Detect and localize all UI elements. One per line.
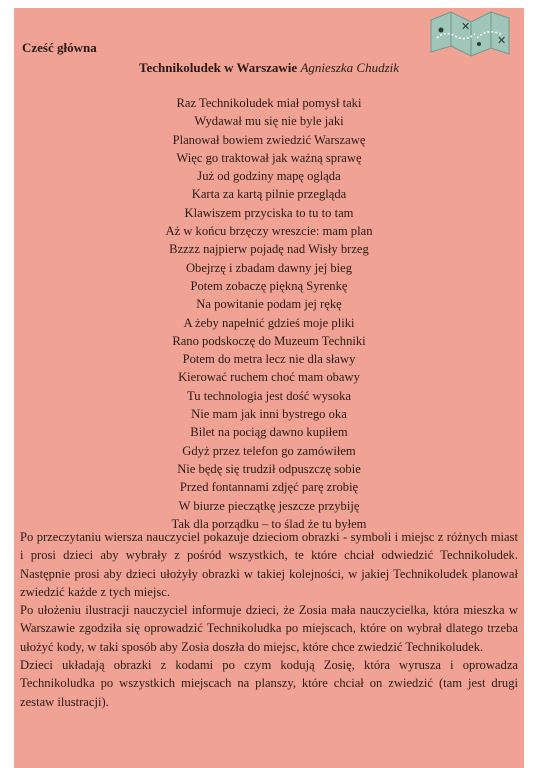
poem-line: Na powitanie podam jej rękę bbox=[196, 297, 342, 312]
poem-line: A żeby napełnić gdzieś moje pliki bbox=[183, 315, 355, 330]
poem-line: Bilet na pociąg dawno kupiłem bbox=[190, 425, 348, 440]
poem-heading bbox=[0, 60, 538, 76]
poem-line: Obejrzę i zbadam dawny jej bieg bbox=[185, 260, 353, 275]
folded-map-icon bbox=[427, 8, 511, 60]
poem-line: Nie mam jak inni bystrego oka bbox=[191, 407, 347, 422]
svg-text:✕: ✕ bbox=[497, 34, 507, 47]
svg-text:✕: ✕ bbox=[461, 20, 471, 33]
section-title: Cześć główna bbox=[22, 40, 97, 55]
poem-line: Aż w końcu brzęczy wreszcie: mam plan bbox=[165, 224, 373, 239]
poem-line: Potem zobaczę piękną Syrenkę bbox=[190, 278, 348, 293]
poem-line: Nie będę się trudził odpuszczę sobie bbox=[177, 461, 361, 476]
paragraph: Dzieci układają obrazki z kodami po czym kodują Zosię, która wyrusza i oprowadza Technikoludka po wszystkich miejscach na planszy, które chciał on zwiedzić (tam jest drugi zestaw ilustracji). bbox=[20, 658, 518, 709]
poem-line: Tu technologia jest dość wysoka bbox=[187, 388, 351, 403]
poem-line: Potem do metra lecz nie dla sławy bbox=[182, 352, 356, 367]
poem-line: Karta za kartą pilnie przegląda bbox=[191, 187, 347, 202]
poem-line: Bzzzz najpierw pojadę nad Wisły brzeg bbox=[169, 242, 369, 257]
paragraph: Po ułożeniu ilustracji nauczyciel informuje dzieci, że Zosia mała nauczycielka, która mieszka w Warszawie zgodziła się oprowadzić Technikoludka po miejscach, które on wybrał dlatego trzeba ułożyć kody, w taki sposób aby Zosia doszła do miejsc, które chce zwiedzić Technikoludek. bbox=[20, 603, 518, 654]
poem-line: Więc go traktował jak ważną sprawę bbox=[176, 150, 362, 165]
poem-title: Technikoludek w Warszawie bbox=[138, 60, 298, 75]
poem-line: Raz Technikoludek miał pomysł taki bbox=[176, 96, 362, 110]
poem-line: Kierować ruchem choć mam obawy bbox=[178, 370, 360, 385]
poem-line: Planował bowiem zwiedzić Warszawę bbox=[172, 132, 366, 147]
poem-line: W biurze pieczątkę jeszcze przybiję bbox=[178, 498, 360, 513]
paragraph: Po przeczytaniu wiersza nauczyciel pokazuje dzieciom obrazki - symboli i miejsc z różnych miast i prosi dzieci aby wybrały z pośród wszystkich, te które chciał odwiedzić Technikoludek. Następnie prosi aby dzieci ułożyły obrazki w takiej kolejności, w jakiej Technikoludek planował zwiedzić każde z tych miejsc. bbox=[20, 530, 518, 599]
poem bbox=[0, 94, 538, 533]
poem-line: Tak dla porządku – to ślad że tu byłem bbox=[171, 516, 367, 531]
poem-author: Agnieszka Chudzik bbox=[300, 60, 400, 75]
poem-line: Przed fontannami zdjęć parę zrobię bbox=[179, 480, 359, 495]
poem-line: Gdyż przez telefon go zamówiłem bbox=[182, 443, 356, 458]
instructions bbox=[20, 528, 518, 711]
poem-line: Wydawał mu się nie byle jaki bbox=[194, 114, 344, 129]
poem-line: Klawiszem przyciska to tu to tam bbox=[184, 205, 354, 220]
poem-line: Rano podskoczę do Muzeum Techniki bbox=[172, 333, 366, 348]
poem-line: Już od godziny mapę ogląda bbox=[197, 169, 341, 184]
